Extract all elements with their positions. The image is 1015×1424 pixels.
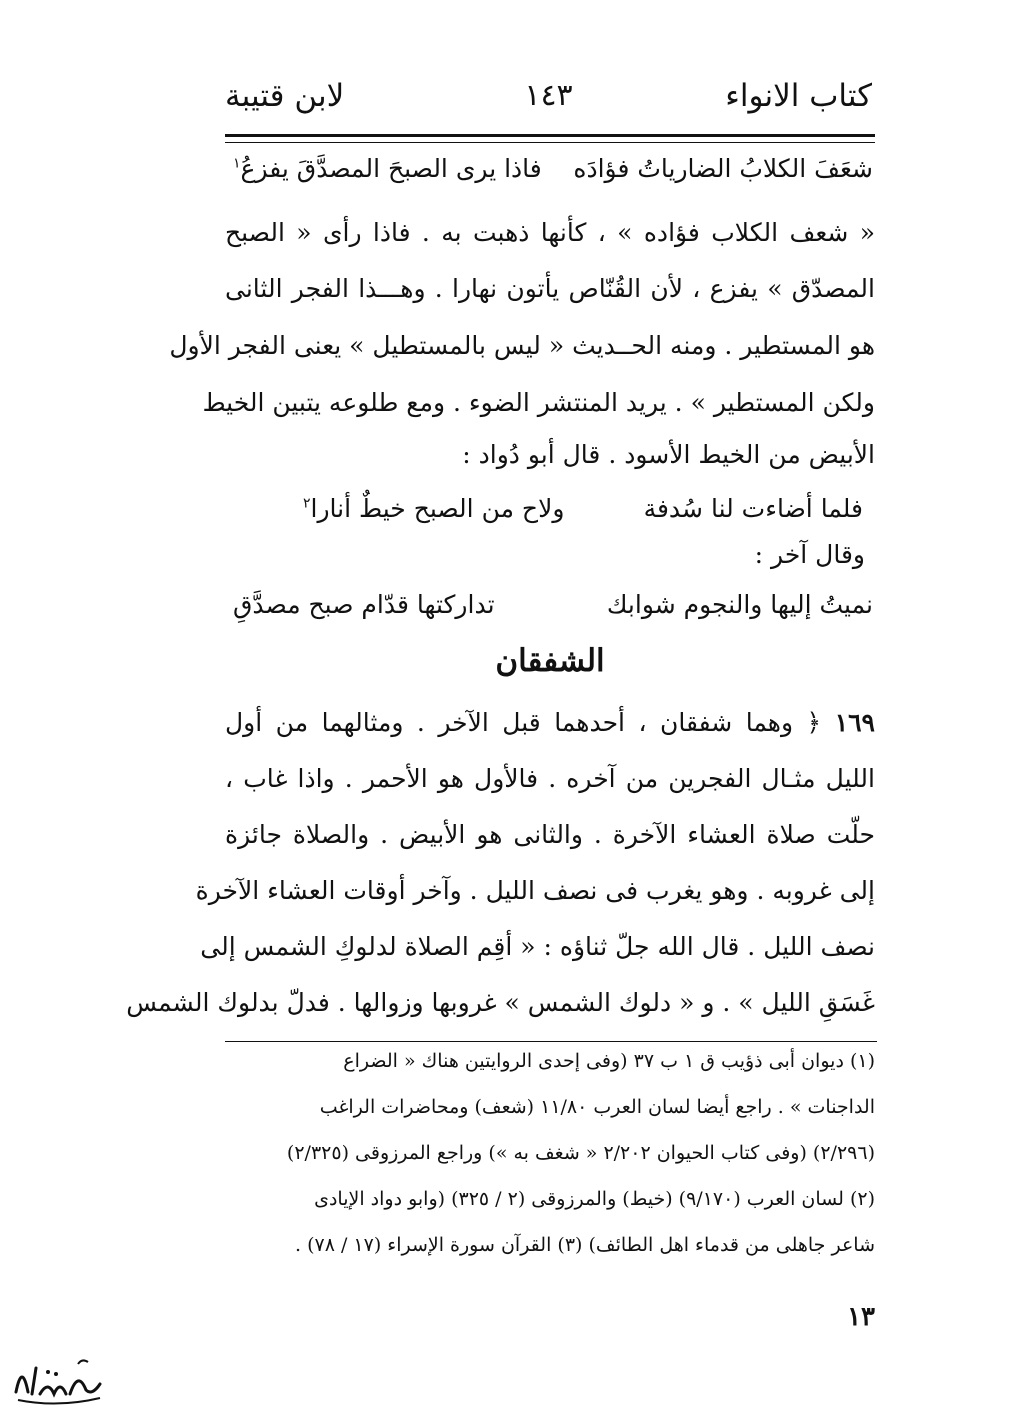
- section-line: حلّت صلاة العشاء الآخرة . والثانى هو الأبيض . والصلاة جائزة: [225, 820, 875, 849]
- verse-first-hemistich: شعَفَ الكلابُ الضارياتُ فؤادَه: [573, 154, 873, 183]
- section-line: نصف الليل . قال الله جلّ ثناؤه : « أقِم الصلاة لدلوكِ الشمس إلى: [200, 932, 875, 961]
- section-line: الليل مثـال الفجرين من آخره . فالأول هو الأحمر . واذا غاب ،: [225, 764, 875, 793]
- page-number: ١٤٣: [524, 78, 573, 113]
- footnote-line: (١) ديوان أبى ذؤيب ق ١ ب ٣٧ (وفى إحدى الروايتين هناك « الضراع: [343, 1050, 875, 1072]
- signature-number: ١٣: [847, 1302, 875, 1332]
- section-line: إلى غروبه . وهو يغرب فى نصف الليل . وآخر أوقات العشاء الآخرة: [195, 876, 875, 905]
- section-line: ١٦٩ ﴿ وهما شفقان ، أحدهما قبل الآخر . ومثالهما من أول: [225, 708, 875, 737]
- book-title: كتاب الانواء: [725, 78, 872, 114]
- author-name: لابن قتيبة: [225, 78, 345, 114]
- verse-second-hemistich: ولاح من الصبح خيطٌ أنارا$^٢$: [303, 494, 565, 523]
- footnote-line: الداجنات » . راجع أيضا لسان العرب ١١/٨٠ (شعف) ومحاضرات الراغب: [319, 1096, 875, 1118]
- footnote-line: شاعر جاهلى من قدماء اهل الطائف) (٣) القرآن سورة الإسراء (١٧ / ٧٨) .: [295, 1234, 875, 1256]
- verse-first-hemistich: نميتُ إليها والنجوم شوابك: [606, 590, 873, 619]
- running-head: [225, 78, 872, 130]
- verse-second-hemistich: فاذا يرى الصبحَ المصدَّقَ يفزعُ$^١$: [233, 154, 542, 183]
- paragraph-number: ١٦٩: [834, 708, 875, 737]
- body-line: المصدّق » يفزع ، لأن القُنّاص يأتون نهارا . وهـــذا الفجر الثانى: [225, 274, 875, 303]
- verse-second-hemistich: تداركتها قدّام صبح مصدَّقِ: [233, 590, 495, 619]
- header-rule-thin: [225, 142, 875, 143]
- footnote-rule: [225, 1041, 877, 1042]
- section-line: غَسَقِ الليل » . و « دلوك الشمس » غروبها وزوالها . فدلّ بدلوك الشمس: [126, 988, 875, 1017]
- body-line: هو المستطير . ومنه الحــديث « ليس بالمستطيل » يعنى الفجر الأول: [169, 331, 875, 360]
- footnote-line: (٢) لسان العرب (٩/١٧٠) (خيط) والمرزوقى (٢ / ٣٢٥) (وابو دواد الإيادى: [314, 1188, 875, 1210]
- calligraphy-stamp-logo: [8, 1350, 108, 1410]
- footnote-line: (٢/٢٩٦) (وفى كتاب الحيوان ٢/٢٠٢ « شغف به ») وراجع المرزوقى (٢/٣٢٥): [286, 1142, 875, 1164]
- body-line: « شعف الكلاب فؤاده » ، كأنها ذهبت به . فاذا رأى « الصبح: [225, 218, 875, 247]
- verse-first-hemistich: فلما أضاءت لنا سُدفة: [643, 494, 863, 523]
- section-heading: الشفقان: [495, 643, 605, 679]
- header-rule-thick: [225, 134, 875, 137]
- body-line: الأبيض من الخيط الأسود . قال أبو دُواد :: [462, 440, 875, 469]
- footnote-marker: ١: [233, 155, 241, 172]
- body-line: ولكن المستطير » . يريد المنتشر الضوء . ومع طلوعه يتبين الخيط: [202, 388, 875, 417]
- other-poet-intro: وقال آخر :: [754, 540, 865, 569]
- footnote-marker: ٢: [303, 495, 311, 512]
